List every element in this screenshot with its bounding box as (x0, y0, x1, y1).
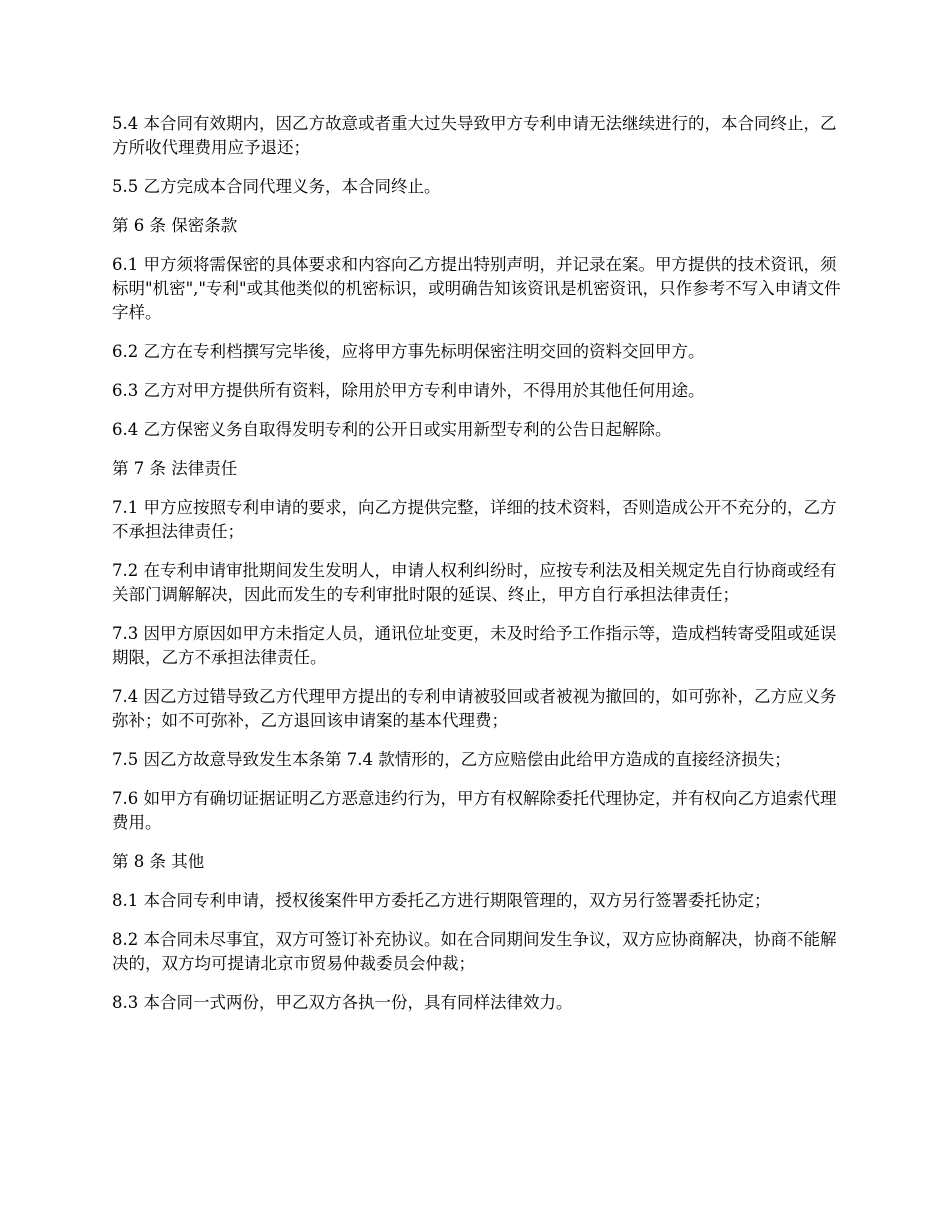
clause-8-2: 8.2 本合同未尽事宜，双方可签订补充协议。如在合同期间发生争议，双方应协商解决，协商不能解决的，双方均可提请北京市贸易仲裁委员会仲裁； (112, 930, 837, 973)
clause-7-5: 7.5 因乙方故意导致发生本条第 7.4 款情形的，乙方应赔偿由此给甲方造成的直接经济损失； (112, 750, 791, 769)
clause-8-3: 8.3 本合同一式两份，甲乙双方各执一份，具有同样法律效力。 (112, 993, 573, 1012)
clause-6-1: 6.1 甲方须将需保密的具体要求和内容向乙方提出特别声明，并记录在案。甲方提供的技术资讯，须标明"机密","专利"或其他类似的机密标识，或明确告知该资讯是机密资讯，只作参考不写入申请文件字样。 (112, 255, 841, 322)
clause-6-4: 6.4 乙方保密义务自取得发明专利的公开日或实用新型专利的公告日起解除。 (112, 420, 672, 439)
clause-5-4: 5.4 本合同有效期内，因乙方故意或者重大过失导致甲方专利申请无法继续进行的，本合同终止，乙方所收代理费用应予退还； (112, 114, 837, 157)
clause-7-3: 7.3 因甲方原因如甲方未指定人员，通讯位址变更，未及时给予工作指示等，造成档转寄受阻或延误期限，乙方不承担法律责任。 (112, 624, 837, 667)
clause-7-2: 7.2 在专利申请审批期间发生发明人，申请人权利纠纷时，应按专利法及相关规定先自行协商或经有关部门调解解决，因此而发生的专利审批时限的延误、终止，甲方自行承担法律责任； (112, 561, 837, 604)
section-8-heading: 第 8 条 其他 (112, 852, 205, 871)
clause-8-1: 8.1 本合同专利申请，授权後案件甲方委托乙方进行期限管理的，双方另行签署委托协定； (112, 891, 771, 910)
clause-6-2: 6.2 乙方在专利档撰写完毕後，应将甲方事先标明保密注明交回的资料交回甲方。 (112, 342, 705, 361)
clause-5-5: 5.5 乙方完成本合同代理义务，本合同终止。 (112, 177, 441, 196)
section-7-heading: 第 7 条 法律责任 (112, 459, 238, 478)
section-6-heading: 第 6 条 保密条款 (112, 216, 238, 235)
clause-7-4: 7.4 因乙方过错导致乙方代理甲方提出的专利申请被驳回或者被视为撤回的，如可弥补，乙方应义务弥补；如不可弥补，乙方退回该申请案的基本代理费； (112, 687, 837, 730)
document-page (112, 112, 842, 1030)
clause-7-6: 7.6 如甲方有确切证据证明乙方恶意违约行为，甲方有权解除委托代理协定，并有权向乙方追索代理费用。 (112, 789, 837, 832)
clause-7-1: 7.1 甲方应按照专利申请的要求，向乙方提供完整，详细的技术资料，否则造成公开不充分的，乙方不承担法律责任； (112, 498, 837, 541)
clause-6-3: 6.3 乙方对甲方提供所有资料，除用於甲方专利申请外，不得用於其他任何用途。 (112, 381, 705, 400)
